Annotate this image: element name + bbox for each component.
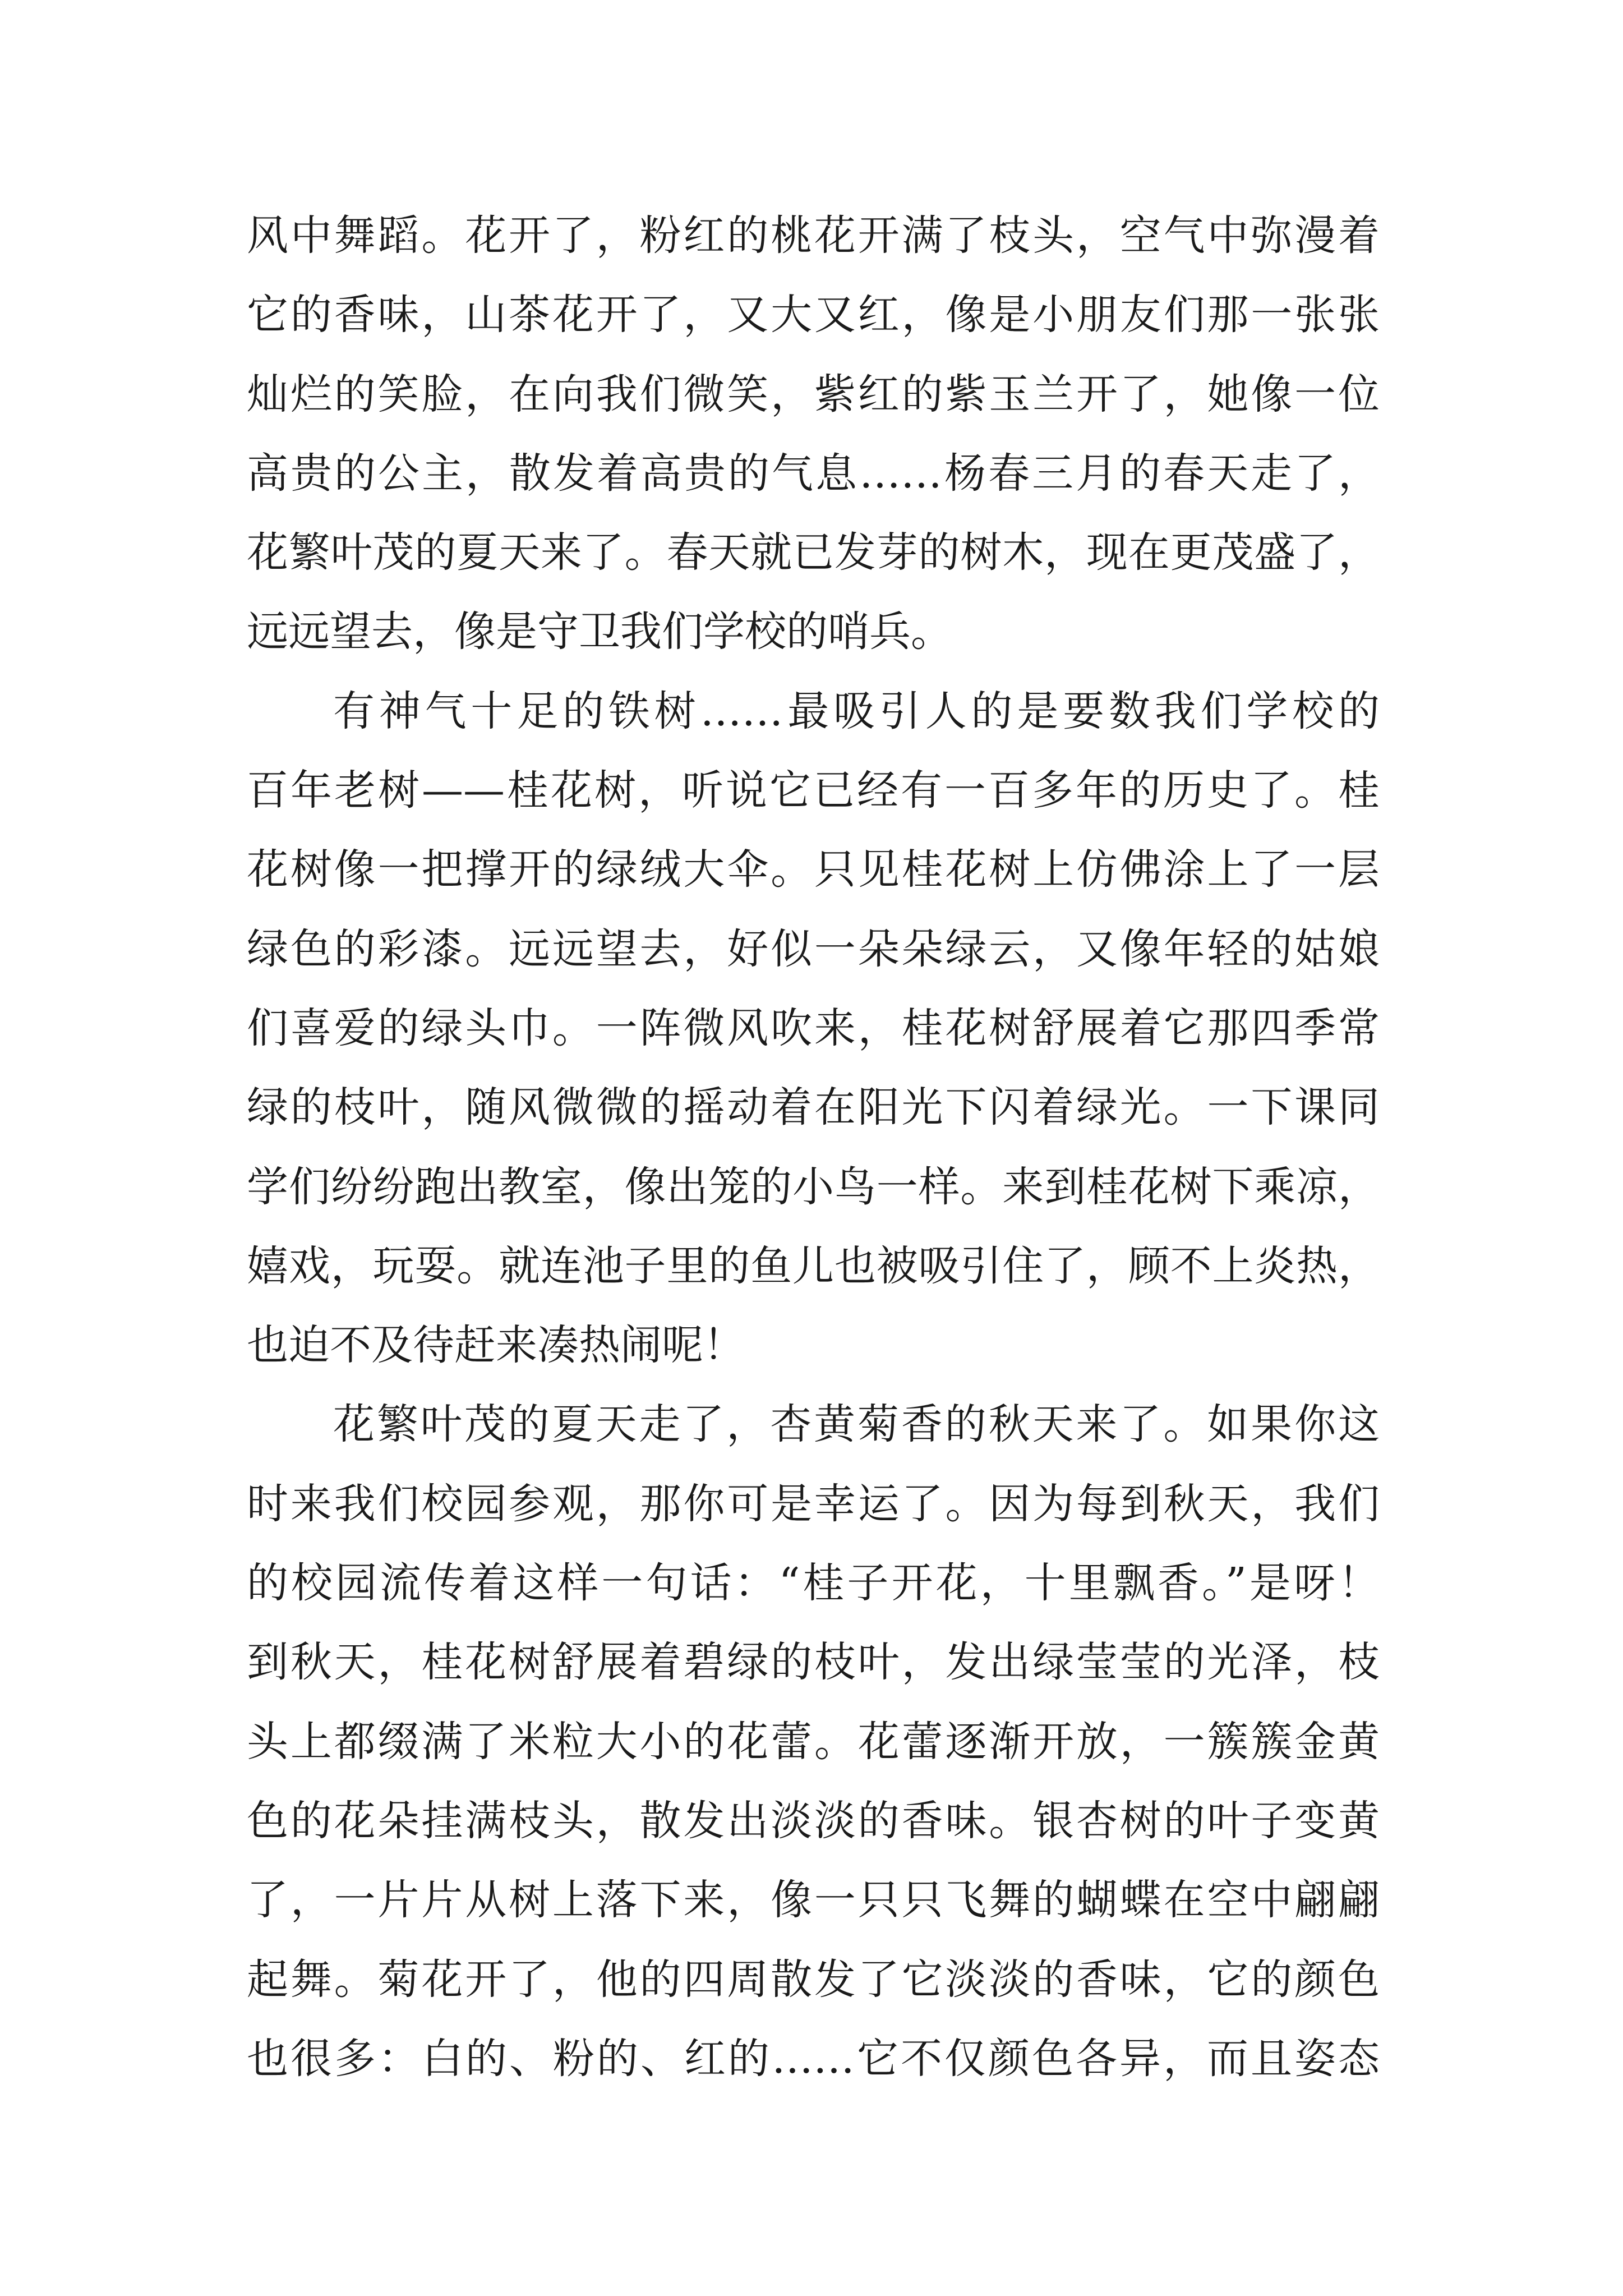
text-line: 学们纷纷跑出教室，像出笼的小鸟一样。来到桂花树下乘凉， [247, 1162, 1380, 1211]
text-line: 头上都缀满了米粒大小的花蕾。花蕾逐渐开放，一簇簇金黄 [247, 1717, 1380, 1766]
paragraph-first-line: 花繁叶茂的夏天走了，杏黄菊香的秋天来了。如果你这 [333, 1400, 1380, 1449]
text-line: 起舞。菊花开了，他的四周散发了它淡淡的香味，它的颜色 [247, 1955, 1380, 2004]
text-line: 它的香味，山茶花开了，又大又红，像是小朋友们那一张张 [247, 291, 1380, 339]
text-line: 绿色的彩漆。远远望去，好似一朵朵绿云，又像年轻的姑娘 [247, 924, 1380, 973]
text-line: 的校园流传着这样一句话：“桂子开花，十里飘香。”是呀！ [247, 1559, 1380, 1608]
text-line: 时来我们校园参观，那你可是幸运了。因为每到秋天，我们 [247, 1479, 1380, 1528]
text-line: 高贵的公主，散发着高贵的气息……杨春三月的春天走了， [247, 449, 1380, 498]
text-line: 到秋天，桂花树舒展着碧绿的枝叶，发出绿莹莹的光泽，枝 [247, 1638, 1380, 1687]
text-line: 灿烂的笑脸，在向我们微笑，紫红的紫玉兰开了，她像一位 [247, 370, 1380, 418]
text-line: 们喜爱的绿头巾。一阵微风吹来，桂花树舒展着它那四季常 [247, 1004, 1380, 1052]
paragraph-first-line: 有神气十足的铁树……最吸引人的是要数我们学校的 [333, 687, 1380, 735]
body-text [247, 196, 1380, 2099]
text-line: 嬉戏，玩耍。就连池子里的鱼儿也被吸引住了，顾不上炎热， [247, 1241, 1380, 1290]
text-line: 也迫不及待赶来凑热闹呢！ [247, 1321, 745, 1370]
text-line: 也很多：白的、粉的、红的……它不仅颜色各异，而且姿态 [247, 2034, 1380, 2083]
text-line: 了，一片片从树上落下来，像一只只飞舞的蝴蝶在空中翩翩 [247, 1876, 1380, 1925]
text-line: 色的花朵挂满枝头，散发出淡淡的香味。银杏树的叶子变黄 [247, 1796, 1380, 1845]
text-line: 花繁叶茂的夏天来了。春天就已发芽的树木，现在更茂盛了， [247, 528, 1380, 577]
text-line: 远远望去，像是守卫我们学校的哨兵。 [247, 608, 952, 656]
text-line: 百年老树——桂花树，听说它已经有一百多年的历史了。桂 [247, 766, 1380, 815]
text-line: 风中舞蹈。花开了，粉红的桃花开满了枝头，空气中弥漫着 [247, 211, 1380, 260]
text-line: 花树像一把撑开的绿绒大伞。只见桂花树上仿佛涂上了一层 [247, 845, 1380, 894]
text-line: 绿的枝叶，随风微微的摇动着在阳光下闪着绿光。一下课同 [247, 1083, 1380, 1132]
